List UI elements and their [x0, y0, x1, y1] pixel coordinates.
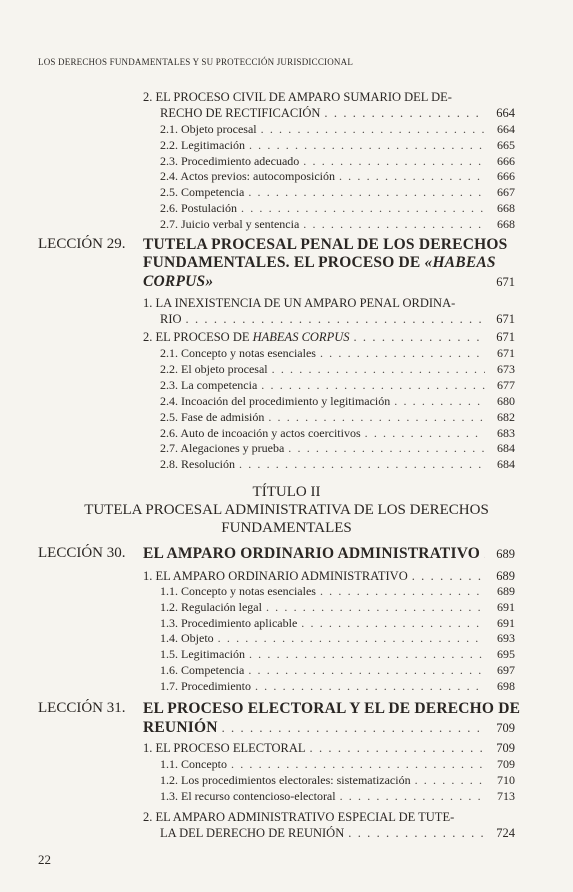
toc-page-number: 666	[497, 169, 515, 184]
leader-dots	[268, 410, 485, 424]
toc-entry	[160, 826, 515, 840]
toc-subentry	[160, 410, 515, 424]
toc-section-heading: 2. EL PROCESO CIVIL DE AMPARO SUMARIO DEL DE-	[143, 90, 452, 104]
toc-page-number: 680	[497, 393, 515, 408]
leader-dots	[303, 217, 485, 231]
toc-subentry	[160, 201, 515, 215]
toc-page-number: 709	[497, 757, 515, 771]
leader-dots	[239, 457, 485, 471]
toc-page-number: 682	[497, 409, 515, 424]
toc-page-number: 684	[497, 441, 515, 456]
leader-dots	[241, 201, 485, 215]
toc-page-number: 698	[497, 678, 515, 693]
toc-subentry	[160, 138, 515, 152]
toc-subentry	[160, 378, 515, 392]
toc-entry	[143, 273, 515, 290]
toc-subentry	[160, 441, 515, 455]
toc-entry-label-part: HABEAS CORPUS	[252, 330, 350, 344]
toc-subentry-label: 1.2. Los procedimientos electorales: sistematización	[160, 772, 411, 787]
part-subtitle: FUNDAMENTALES	[221, 520, 352, 536]
toc-subentry	[160, 789, 515, 803]
toc-subentry	[160, 647, 515, 661]
toc-section-heading: 1. LA INEXISTENCIA DE UN AMPARO PENAL ORDINA-	[143, 296, 456, 310]
lesson-title: REUNIÓN	[143, 719, 218, 736]
toc-subentry	[160, 773, 515, 787]
toc-entry-label: RECHO DE RECTIFICACIÓN	[160, 106, 321, 120]
toc-page-number: 709	[496, 741, 515, 755]
leader-dots	[222, 721, 485, 735]
toc-subentry	[160, 217, 515, 231]
toc-subentry	[160, 154, 515, 168]
toc-page-number: 713	[497, 788, 515, 803]
toc-page-number: 666	[497, 153, 515, 168]
toc-page-number: 664	[497, 122, 515, 136]
toc-subentry	[160, 663, 515, 677]
toc-subentry	[160, 457, 515, 471]
toc-entry-label: 1. EL PROCESO ELECTORAL	[143, 741, 306, 755]
toc-entry	[160, 106, 515, 120]
toc-subentry	[160, 631, 515, 645]
leader-dots	[186, 312, 485, 326]
toc-subentry-label: 1.4. Objeto	[160, 631, 214, 646]
toc-page-number: 671	[496, 312, 515, 326]
toc-entry	[143, 741, 515, 755]
toc-subentry-label: 2.8. Resolución	[160, 457, 235, 472]
leader-dots	[249, 138, 485, 152]
leader-dots	[255, 679, 485, 693]
toc-subentry-label: 1.3. El recurso contencioso-electoral	[160, 788, 336, 803]
toc-subentry	[160, 394, 515, 408]
part-title: TÍTULO II	[252, 484, 321, 500]
toc-entry	[143, 330, 515, 344]
toc-subentry	[160, 362, 515, 376]
toc-page-number: 671	[497, 346, 515, 360]
toc-subentry-label: 2.4. Incoación del procedimiento y legitimación	[160, 393, 391, 408]
leader-dots	[261, 378, 485, 392]
toc-page-number: 667	[497, 185, 515, 200]
page-number: 22	[38, 852, 51, 867]
toc-page-number: 683	[497, 425, 515, 440]
toc-subentry	[160, 584, 515, 598]
toc-subentry-label: 2.3. Procedimiento adecuado	[160, 153, 300, 168]
leader-dots	[365, 426, 485, 440]
toc-subentry	[160, 600, 515, 614]
toc-page-number: 689	[497, 584, 515, 598]
toc-subentry	[160, 346, 515, 360]
leader-dots	[348, 826, 485, 840]
toc-entry	[143, 569, 515, 583]
leader-dots	[301, 616, 485, 630]
toc-subentry-label: 2.5. Competencia	[160, 185, 245, 200]
toc-entry-label-part: 2. EL PROCESO DE	[143, 330, 253, 344]
toc-subentry	[160, 757, 515, 771]
toc-subentry-label: 2.1. Objeto procesal	[160, 122, 257, 136]
toc-subentry-label: 1.7. Procedimiento	[160, 678, 251, 693]
toc-page-number: 691	[497, 599, 515, 614]
toc-page-number: 664	[496, 106, 515, 120]
leader-dots	[340, 789, 485, 803]
toc-page-number: 668	[497, 216, 515, 231]
toc-page-number: 689	[496, 569, 515, 583]
toc-entry	[143, 719, 515, 736]
toc-entry-label: RIO	[160, 312, 182, 326]
lesson-title: EL PROCESO ELECTORAL Y EL DE DERECHO DE	[143, 700, 521, 717]
leader-dots	[320, 584, 485, 598]
leader-dots	[412, 569, 485, 583]
toc-subentry-label: 1.6. Competencia	[160, 663, 245, 677]
lesson-title: TUTELA PROCESAL PENAL DE LOS DERECHOS	[143, 236, 508, 253]
toc-subentry-label: 1.1. Concepto	[160, 757, 227, 771]
toc-subentry	[160, 679, 515, 693]
toc-page-number: 671	[496, 330, 515, 344]
toc-section-heading: 2. EL AMPARO ADMINISTRATIVO ESPECIAL DE TUTE-	[143, 810, 455, 824]
leader-dots	[231, 757, 485, 771]
leader-dots	[249, 647, 485, 661]
leader-dots	[261, 122, 485, 136]
toc-subentry	[160, 426, 515, 440]
leader-dots	[310, 741, 485, 755]
part-subtitle: TUTELA PROCESAL ADMINISTRATIVA DE LOS DERECHOS	[84, 502, 489, 518]
toc-page-number: 677	[497, 377, 515, 392]
toc-page-number: 671	[496, 275, 515, 289]
toc-entry-label: 1. EL AMPARO ORDINARIO ADMINISTRATIVO	[143, 569, 408, 583]
toc-subentry	[160, 122, 515, 136]
toc-page-number: 668	[497, 201, 515, 215]
toc-entry-label	[143, 330, 349, 344]
toc-page-number: 665	[497, 137, 515, 152]
toc-page-number: 684	[497, 457, 515, 472]
lesson-title	[143, 254, 496, 271]
leader-dots	[218, 631, 485, 645]
leader-dots	[248, 185, 485, 199]
toc-entry	[143, 545, 515, 562]
toc-subentry-label: 2.6. Postulación	[160, 201, 237, 215]
lesson-number: LECCIÓN 31.	[38, 700, 126, 716]
lesson-title-part: FUNDAMENTALES. EL PROCESO DE	[143, 254, 425, 271]
leader-dots	[272, 362, 485, 376]
toc-subentry	[160, 616, 515, 630]
toc-page-number: 695	[497, 647, 515, 662]
toc-page-number: 697	[497, 663, 515, 677]
running-head: LOS DERECHOS FUNDAMENTALES Y SU PROTECCIÓN JURISDICCIONAL	[38, 57, 354, 67]
toc-subentry-label: 2.4. Actos previos: autocomposición	[160, 169, 335, 184]
toc-subentry	[160, 169, 515, 183]
leader-dots	[303, 154, 485, 168]
toc-subentry-label: 2.1. Concepto y notas esenciales	[160, 346, 316, 360]
lesson-title: EL AMPARO ORDINARIO ADMINISTRATIVO	[143, 545, 481, 562]
toc-page-number: 693	[497, 631, 515, 646]
toc-subentry	[160, 185, 515, 199]
toc-page-number: 691	[497, 615, 515, 630]
leader-dots	[248, 663, 485, 677]
toc-entry	[160, 312, 515, 326]
leader-dots	[288, 441, 485, 455]
toc-subentry-label: 2.7. Juicio verbal y sentencia	[160, 216, 300, 231]
toc-subentry-label: 2.3. La competencia	[160, 377, 258, 392]
toc-subentry-label: 1.2. Regulación legal	[160, 599, 262, 614]
toc-entry-label: LA DEL DERECHO DE REUNIÓN	[160, 826, 345, 840]
leader-dots	[324, 106, 485, 120]
toc-subentry-label: 1.5. Legitimación	[160, 647, 245, 662]
leader-dots	[484, 547, 485, 561]
toc-page-number: 689	[496, 547, 515, 561]
toc-page-number: 709	[496, 721, 515, 735]
leader-dots	[353, 330, 485, 344]
toc-subentry-label: 1.3. Procedimiento aplicable	[160, 615, 298, 630]
toc-subentry-label: 1.1. Concepto y notas esenciales	[160, 584, 316, 598]
toc-subentry-label: 2.6. Auto de incoación y actos coercitivos	[160, 425, 361, 440]
leader-dots	[320, 346, 485, 360]
toc-subentry-label: 2.5. Fase de admisión	[160, 409, 265, 424]
toc-page-number: 710	[497, 772, 515, 787]
lesson-number: LECCIÓN 29.	[38, 236, 126, 252]
toc-subentry-label: 2.2. El objeto procesal	[160, 361, 268, 376]
leader-dots	[266, 600, 485, 614]
toc-page-number: 724	[496, 826, 515, 840]
toc-entry-label: CORPUS»	[143, 273, 214, 290]
toc-subentry-label: 2.2. Legitimación	[160, 137, 245, 152]
toc-page-number: 673	[497, 361, 515, 376]
lesson-number: LECCIÓN 30.	[38, 545, 126, 561]
toc-subentry-label: 2.7. Alegaciones y prueba	[160, 441, 285, 456]
leader-dots	[415, 773, 485, 787]
leader-dots	[394, 394, 485, 408]
leader-dots	[339, 169, 485, 183]
lesson-title-part: «HABEAS	[424, 254, 496, 271]
